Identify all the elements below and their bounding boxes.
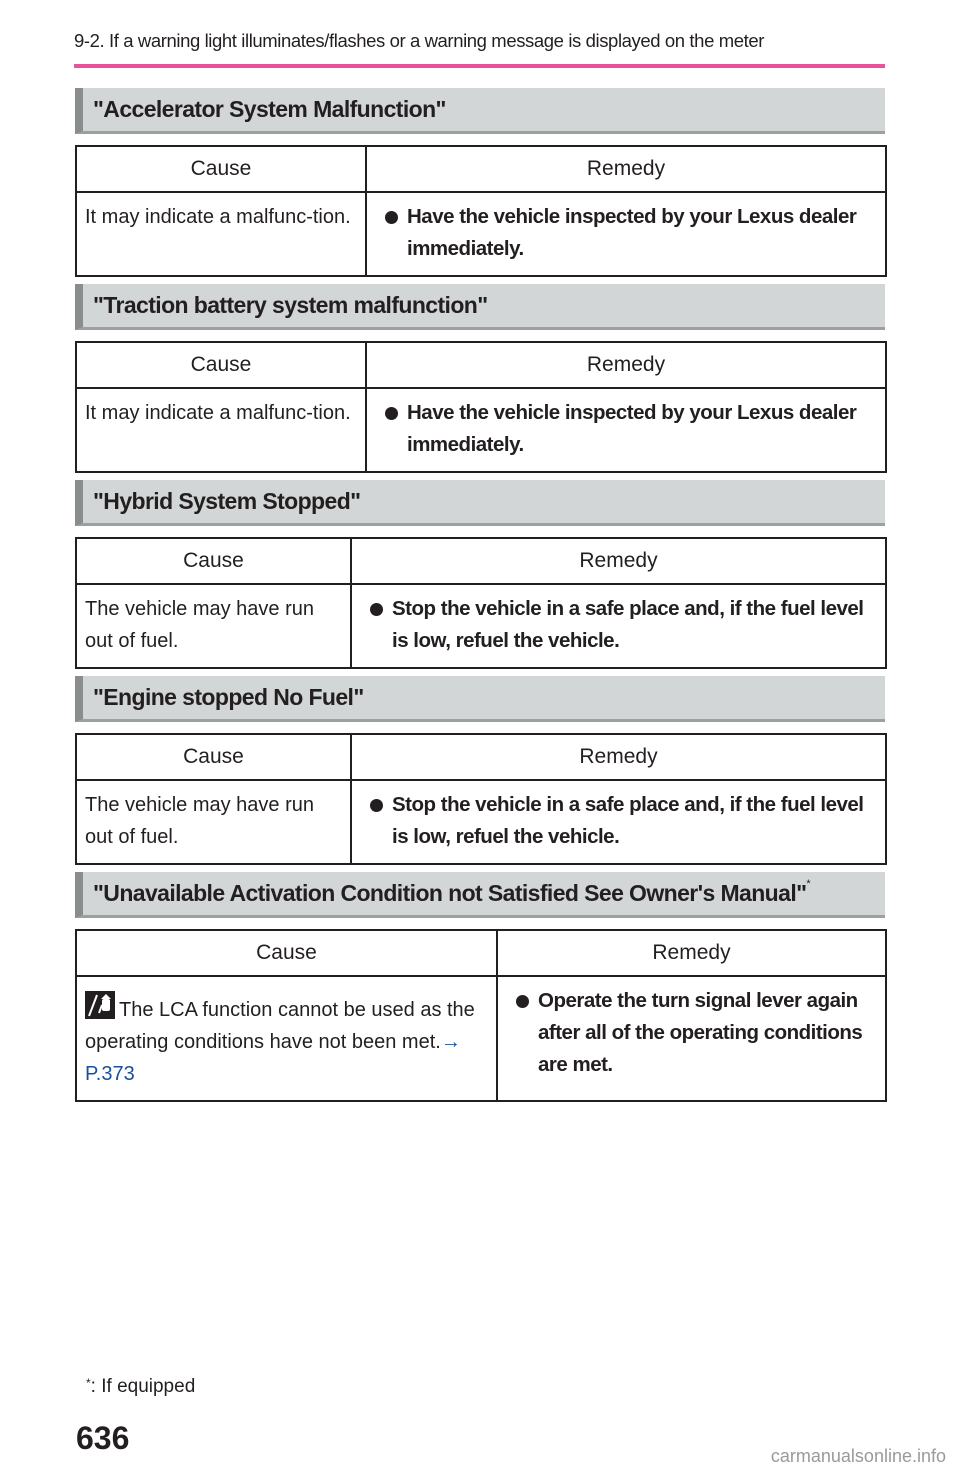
bullet-icon bbox=[516, 995, 529, 1008]
cause-text: The LCA function cannot be used as the operating conditions have not been met. bbox=[85, 999, 475, 1053]
remedy-header: Remedy bbox=[351, 538, 886, 584]
page-reference-link[interactable]: → P.373 bbox=[85, 1031, 461, 1085]
bullet-icon bbox=[385, 407, 398, 420]
cause-header: Cause bbox=[76, 930, 497, 976]
remedy-cell bbox=[366, 192, 886, 276]
cause-remedy-table bbox=[75, 341, 887, 473]
remedy-header: Remedy bbox=[366, 146, 886, 192]
section-title: "Traction battery system malfunction" bbox=[93, 292, 488, 318]
header-divider bbox=[74, 64, 885, 68]
lane-change-assist-icon bbox=[85, 991, 115, 1019]
remedy-text: Stop the vehicle in a safe place and, if the fuel level is low, refuel the vehicle. bbox=[392, 597, 864, 652]
remedy-text: Have the vehicle inspected by your Lexus dealer immediately. bbox=[407, 205, 857, 260]
remedy-header: Remedy bbox=[351, 734, 886, 780]
cause-header: Cause bbox=[76, 342, 366, 388]
section-title-bar bbox=[75, 480, 885, 526]
section-title: "Accelerator System Malfunction" bbox=[93, 96, 446, 122]
section-accelerator-system-malfunction bbox=[75, 88, 885, 277]
section-title: "Engine stopped No Fuel" bbox=[93, 684, 364, 710]
section-unavailable-activation-condition bbox=[75, 872, 885, 1102]
section-title-bar bbox=[75, 88, 885, 134]
remedy-text: Have the vehicle inspected by your Lexus dealer immediately. bbox=[407, 401, 857, 456]
equipped-mark: * bbox=[806, 878, 811, 890]
bullet-icon bbox=[370, 603, 383, 616]
chapter-header: 9-2. If a warning light illuminates/flashes or a warning message is displayed on the meter bbox=[74, 30, 764, 51]
remedy-text: Operate the turn signal lever again after all of the operating conditions are met. bbox=[538, 989, 863, 1076]
cause-cell: The vehicle may have run out of fuel. bbox=[76, 780, 351, 864]
section-title-bar bbox=[75, 284, 885, 330]
section-title-text: "Unavailable Activation Condition not Satisfied See Owner's Manual" bbox=[93, 880, 807, 906]
footnote-mark: * bbox=[86, 1376, 91, 1390]
remedy-cell bbox=[366, 388, 886, 472]
bullet-icon bbox=[385, 211, 398, 224]
remedy-text: Stop the vehicle in a safe place and, if the fuel level is low, refuel the vehicle. bbox=[392, 793, 864, 848]
footnote bbox=[86, 1376, 195, 1398]
remedy-cell bbox=[351, 780, 886, 864]
remedy-cell bbox=[351, 584, 886, 668]
section-hybrid-system-stopped bbox=[75, 480, 885, 669]
cause-remedy-table bbox=[75, 733, 887, 865]
section-title-bar bbox=[75, 872, 885, 918]
section-title bbox=[93, 880, 810, 907]
cause-header: Cause bbox=[76, 146, 366, 192]
footnote-text: : If equipped bbox=[90, 1376, 196, 1397]
cause-remedy-table bbox=[75, 537, 887, 669]
section-title-bar bbox=[75, 676, 885, 722]
watermark: carmanualsonline.info bbox=[770, 1446, 946, 1466]
cause-cell bbox=[76, 976, 497, 1101]
bullet-icon bbox=[370, 799, 383, 812]
section-engine-stopped-no-fuel bbox=[75, 676, 885, 865]
cause-remedy-table bbox=[75, 929, 887, 1102]
cause-header: Cause bbox=[76, 538, 351, 584]
section-traction-battery-system-malfunction bbox=[75, 284, 885, 473]
cause-cell: The vehicle may have run out of fuel. bbox=[76, 584, 351, 668]
cause-header: Cause bbox=[76, 734, 351, 780]
section-title: "Hybrid System Stopped" bbox=[93, 488, 361, 514]
cause-remedy-table bbox=[75, 145, 887, 277]
remedy-header: Remedy bbox=[366, 342, 886, 388]
cause-cell: It may indicate a malfunc-tion. bbox=[76, 388, 366, 472]
page-number: 636 bbox=[76, 1420, 130, 1456]
cause-cell: It may indicate a malfunc-tion. bbox=[76, 192, 366, 276]
remedy-cell bbox=[497, 976, 886, 1101]
remedy-header: Remedy bbox=[497, 930, 886, 976]
